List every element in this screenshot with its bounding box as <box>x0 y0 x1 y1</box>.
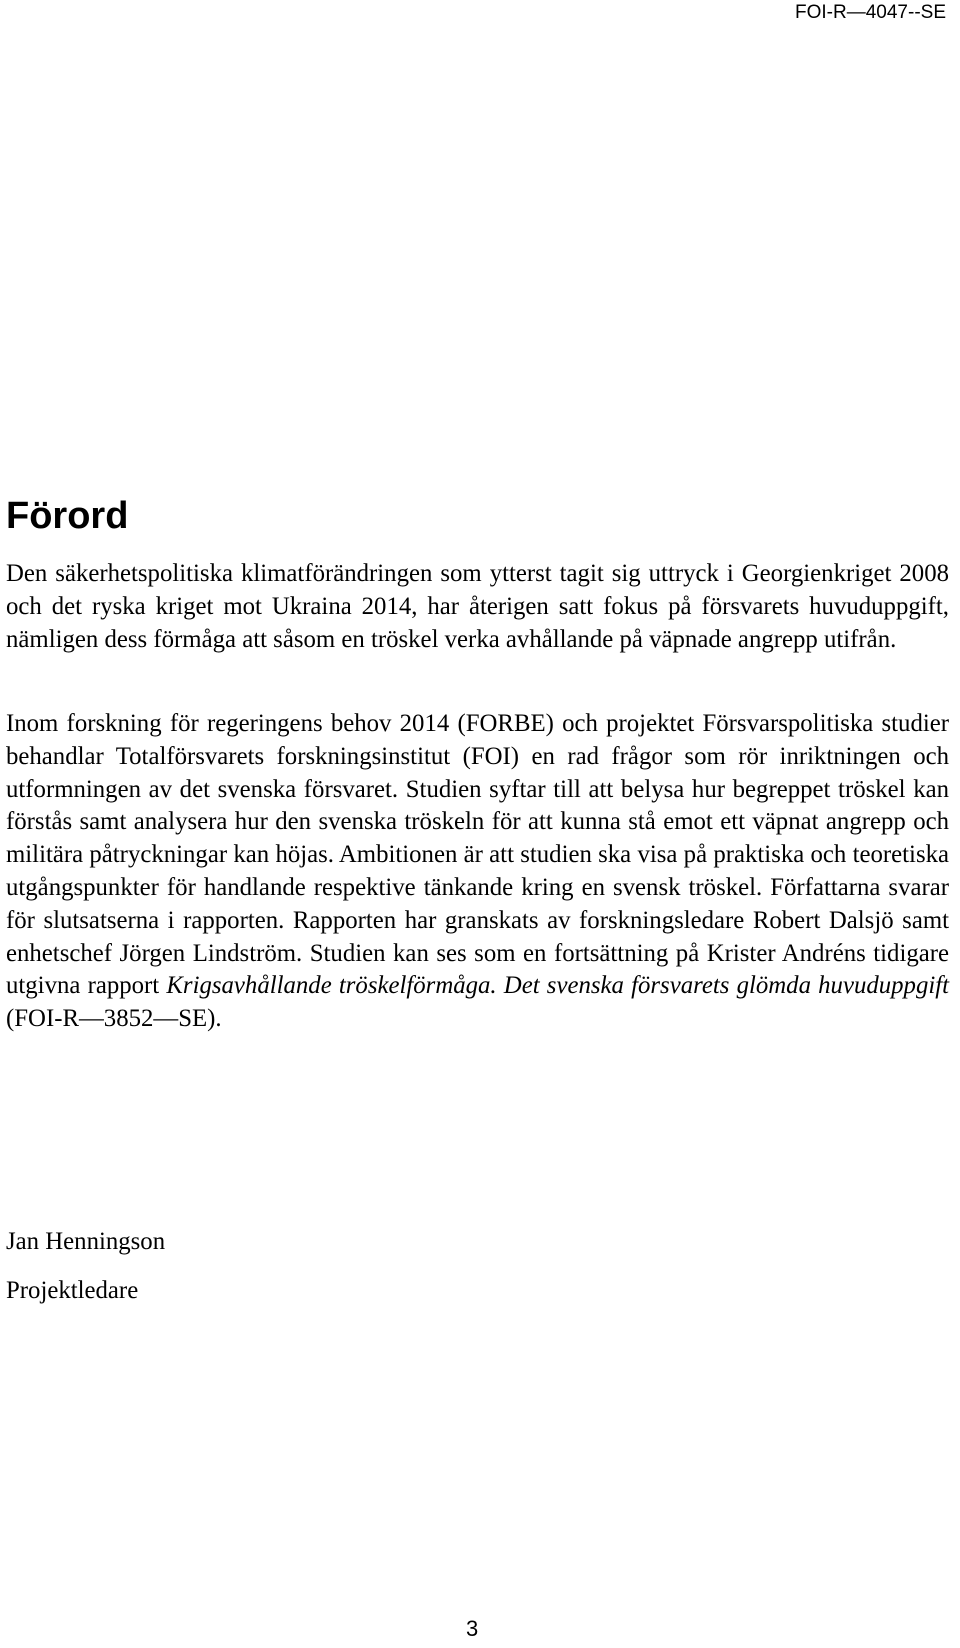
document-id: FOI-R—4047--SE <box>795 2 946 23</box>
page-title: Förord <box>6 495 129 537</box>
signature-name: Jan Henningson <box>6 1228 166 1255</box>
signature-role: Projektledare <box>6 1277 139 1304</box>
paragraph-main-text: Inom forskning för regeringens behov 2014 (FORBE) och projektet Försvarspolitiska studier behandlar Totalförsvarets forskningsinstitut (FOI) en rad frågor som rör inriktningen och utformningen av det svenska försvaret. Studien syftar till att belysa hur begreppet tröskel kan förstås samt analysera hur den svenska tröskeln för att kunna stå emot ett väpnat angrepp och militära påtryckningar kan höjas. Ambitionen är att studien ska visa på praktiska och teoretiska utgångspunkter för handlande respektive tänkande kring en svensk tröskel. Författarna svarar för slutsatserna i rapporten. Rapporten har granskats av forskningsledare Robert Dalsjö samt enhetschef Jörgen Lindström. Studien kan ses som en fortsättning på Krister Andréns tidigare utgivna rapport <box>6 710 949 1000</box>
paragraph-main <box>6 708 949 1036</box>
paragraph-intro: Den säkerhetspolitiska klimatförändringen som ytterst tagit sig uttryck i Georgienkriget 2008 och det ryska kriget mot Ukraina 2014, har återigen satt fokus på försvarets huvuduppgift, nämligen dess förmåga att såsom en tröskel verka avhållande på väpnade angrepp utifrån. <box>6 560 949 653</box>
page-number: 3 <box>466 1616 479 1641</box>
referenced-report-id: (FOI-R—3852—SE). <box>6 1005 222 1033</box>
referenced-report-title: Krigsavhållande tröskelförmåga. Det svenska försvarets glömda huvuduppgift <box>166 972 950 1000</box>
